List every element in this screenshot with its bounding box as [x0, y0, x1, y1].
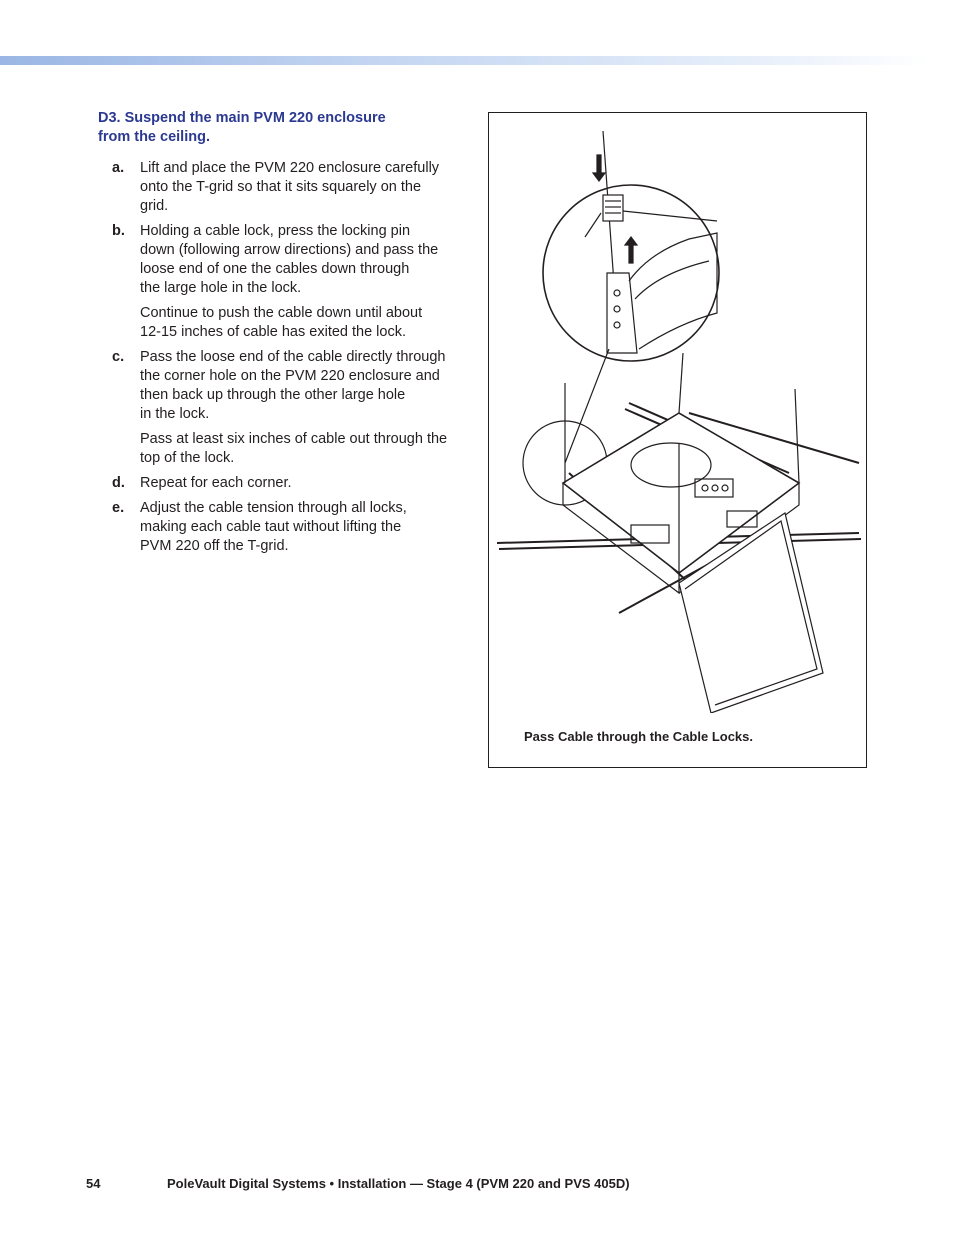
detail-cable-lock — [603, 195, 623, 221]
step-e — [98, 499, 468, 556]
step-letter: e. — [112, 500, 125, 516]
step-text: Repeat for each corner. — [140, 475, 292, 491]
step-d — [98, 474, 468, 493]
steps-list — [98, 159, 468, 556]
step-text: Pass the loose end of the cable directly through the corner hole on the PVM 220 enclosure and then back up through the other large hole in the lock. — [140, 349, 446, 422]
step-b — [98, 222, 468, 342]
step-text: Adjust the cable tension through all locks, making each cable taut without lifting the PVM 220 off the T-grid. — [140, 500, 407, 554]
arrow-down-icon — [593, 155, 605, 181]
step-extra-text: Pass at least six inches of cable out through the top of the lock. — [140, 431, 448, 466]
step-letter: a. — [112, 160, 125, 176]
step-text: Holding a cable lock, press the locking pin down (following arrow directions) and pass the loose end of one the cables down through the large hole in the lock. — [140, 223, 439, 296]
section-heading-text: D3. Suspend the main PVM 220 enclosure from the ceiling. — [98, 110, 386, 145]
footer-page-number: 54 — [86, 1176, 101, 1191]
figure-box — [488, 112, 867, 768]
header-accent-bar — [0, 56, 930, 65]
step-text: Lift and place the PVM 220 enclosure carefully onto the T-grid so that it sits squarely on the grid. — [140, 160, 440, 214]
footer-title: PoleVault Digital Systems • Installation — Stage 4 (PVM 220 and PVS 405D) — [167, 1176, 630, 1191]
step-letter: d. — [112, 475, 125, 491]
figure-caption: Pass Cable through the Cable Locks. — [524, 729, 753, 744]
section-heading — [98, 109, 448, 147]
step-letter: b. — [112, 223, 125, 239]
step-a — [98, 159, 468, 216]
step-extra-text: Continue to push the cable down until about 12-15 inches of cable has exited the lock. — [140, 305, 423, 340]
step-letter: c. — [112, 349, 125, 365]
step-c — [98, 348, 468, 468]
cable-lock-illustration — [489, 113, 865, 713]
